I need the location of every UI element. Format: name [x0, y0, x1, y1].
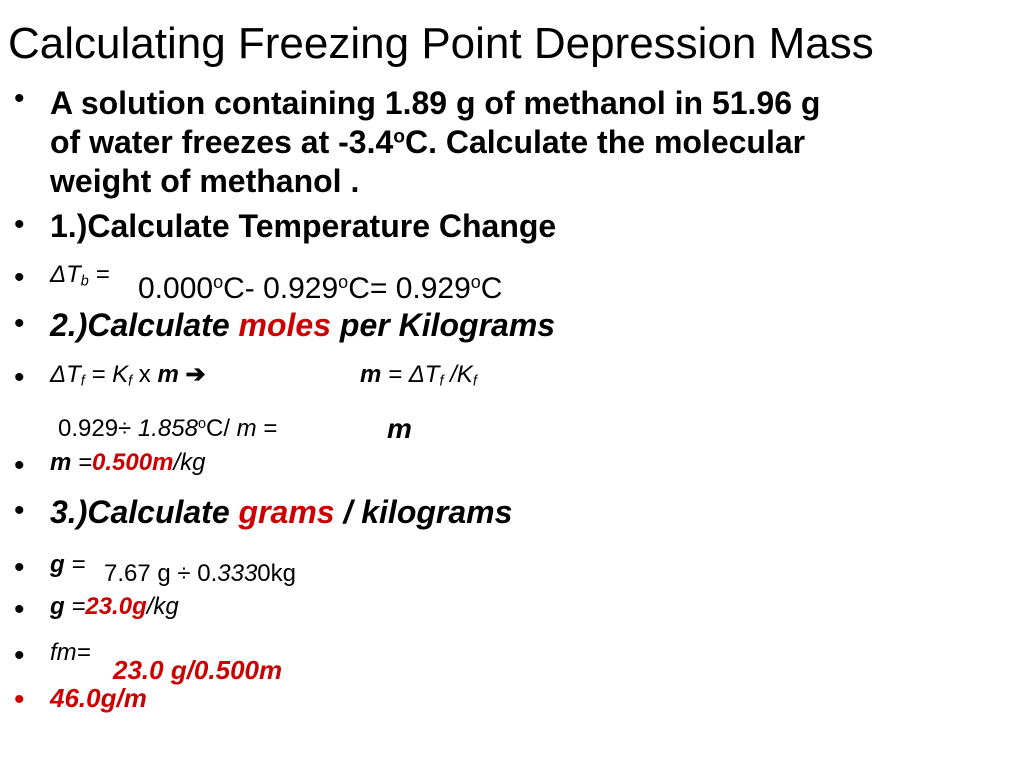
- step1-heading: 1.)Calculate Temperature Change: [50, 208, 557, 244]
- step2-formula-bullet: [0, 363, 1024, 397]
- fm-calc: 23.0 g/0.500m: [113, 655, 283, 685]
- problem-line-1: A solution containing 1.89 g of methanol in 51.96 g: [50, 85, 821, 121]
- problem-bullet: [0, 82, 1024, 199]
- grams-result: g =23.0g/kg: [50, 593, 179, 620]
- problem-line-2: of water freezes at -3.4$^o$C. Calculate the molecular: [50, 124, 806, 160]
- final-answer-bullet: [0, 685, 1024, 719]
- molality-result: m =0.500m/kg: [50, 449, 206, 476]
- step1-heading-bullet: [0, 210, 1024, 246]
- step2-heading: 2.)Calculate moles per Kilograms: [50, 307, 556, 343]
- step3-result-bullet: [0, 595, 1024, 629]
- bullet-dot: •: [14, 449, 25, 482]
- grams-highlight: grams: [238, 494, 335, 530]
- grams-label: g =: [50, 551, 86, 578]
- grams-calc: 7.67 g ÷ 0.3330kg: [104, 560, 296, 587]
- problem-line-3: weight of methanol .: [50, 163, 360, 199]
- delta-tb-label: $\Delta T_b$ =: [50, 261, 110, 290]
- temperature-change-calc: 0.000$^o$C- $0.929^oC= 0.929^oC$: [138, 272, 503, 305]
- bullet-dot: •: [14, 261, 25, 294]
- bullet-dot: •: [14, 639, 25, 672]
- step2-heading-bullet: [0, 309, 1024, 345]
- bullet-dot: •: [14, 593, 25, 626]
- step3-heading: 3.)Calculate grams / kilograms: [50, 494, 513, 530]
- step3-heading-bullet: [0, 496, 1024, 532]
- bullet-dot: •: [14, 551, 25, 584]
- problem-text: [50, 84, 820, 201]
- final-answer: 46.0g/m: [50, 683, 147, 713]
- molality-formula: $m = \Delta T_f$ $/K_f$: [360, 361, 477, 390]
- fm-label: fm=: [50, 639, 91, 666]
- bullet-dot: •: [14, 82, 25, 115]
- molality-calc: $0.929\div 1.858^oC/$ m =: [58, 415, 278, 442]
- step2-result-bullet: [0, 451, 1024, 485]
- bullet-dot: •: [14, 208, 25, 241]
- freezing-formula: $\Delta T_f = K_f$ x m ➔: [50, 361, 206, 390]
- bullet-dot: •: [14, 361, 25, 394]
- bullet-dot: •: [14, 307, 25, 340]
- moles-highlight: moles: [238, 307, 331, 343]
- molality-symbol: m: [387, 413, 412, 444]
- arrow-right-icon: ➔: [178, 361, 206, 388]
- bullet-dot: •: [14, 683, 25, 716]
- bullet-dot: •: [14, 494, 25, 527]
- slide-title: Calculating Freezing Point Depression Mass: [8, 19, 874, 68]
